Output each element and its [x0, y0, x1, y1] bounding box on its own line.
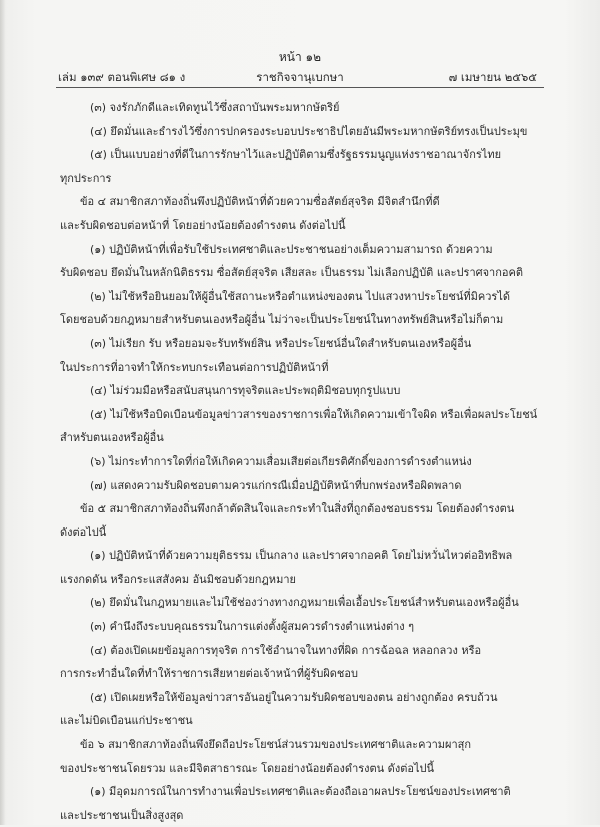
text-line: ในประการที่อาจทำให้กระทบกระเทือนต่อการปฏิบัติหน้าที่ [60, 360, 329, 374]
text-line: การกระทำอื่นใดที่ทำให้ราชการเสียหายต่อเจ้าหน้าที่ผู้รับผิดชอบ [60, 667, 358, 681]
text-line: ข้อ ๔ สมาชิกสภาท้องถิ่นพึงปฏิบัติหน้าที่ด้วยความซื่อสัตย์สุจริต มีจิตสำนึกที่ดี [80, 195, 440, 209]
text-line: (๓) คำนึงถึงระบบคุณธรรมในการแต่งตั้งผู้สมควรดำรงตำแหน่งต่าง ๆ [90, 620, 415, 634]
text-line: ข้อ ๖ สมาชิกสภาท้องถิ่นพึงยึดถือประโยชน์ส่วนรวมของประเทศชาติและความผาสุก [80, 738, 472, 752]
document-body [60, 96, 550, 827]
text-line: สำหรับตนเองหรือผู้อื่น [60, 431, 164, 445]
publication-date: ๗ เมษายน ๒๕๖๕ [448, 70, 537, 84]
text-line: (๓) จงรักภักดีและเทิดทูนไว้ซึ่งสถาบันพระมหากษัตริย์ [90, 101, 340, 114]
text-line: (๓) ไม่เรียก รับ หรือยอมจะรับทรัพย์สิน หรือประโยชน์อื่นใดสำหรับตนเองหรือผู้อื่น [90, 336, 472, 350]
text-line: (๑) ปฏิบัติหน้าที่เพื่อรับใช้ประเทศชาติและประชาชนอย่างเต็มความสามารถ ด้วยความ [90, 242, 493, 256]
text-line: (๔) ไม่ร่วมมือหรือสนับสนุนการทุจริตและประพฤติมิชอบทุกรูปแบบ [90, 384, 401, 398]
text-line: โดยชอบด้วยกฎหมายสำหรับตนเองหรือผู้อื่น ไม่ว่าจะเป็นประโยชน์ในทางทรัพย์สินหรือไม่ก็ตาม [60, 313, 504, 327]
text-line: (๑) ปฏิบัติหน้าที่ด้วยความยุติธรรม เป็นกลาง และปราศจากอคติ โดยไม่หวั่นไหวต่ออิทธิพล [90, 549, 513, 563]
text-line: รับผิดชอบ ยึดมั่นในหลักนิติธรรม ซื่อสัตย์สุจริต เสียสละ เป็นธรรม ไม่เลือกปฏิบัติ และปราศจากอคติ [60, 266, 523, 280]
text-line: (๒) ยึดมั่นในกฎหมายและไม่ใช้ช่องว่างทางกฎหมายเพื่อเอื้อประโยชน์สำหรับตนเองหรือผู้อื่น [90, 596, 519, 610]
text-line: (๑) มีอุดมการณ์ในการทำงานเพื่อประเทศชาติและต้องถือเอาผลประโยชน์ของประเทศชาติ [90, 785, 511, 799]
text-line: และประชาชนเป็นสิ่งสูงสุด [60, 808, 184, 822]
header-rule [56, 87, 544, 88]
text-line: ดังต่อไปนี้ [60, 525, 107, 539]
text-line: แรงกดดัน หรือกระแสสังคม อันมิชอบด้วยกฎหมาย [60, 572, 296, 586]
text-line: (๔) ต้องเปิดเผยข้อมูลการทุจริต การใช้อำนาจในทางที่ผิด การฉ้อฉล หลอกลวง หรือ [90, 643, 482, 657]
text-line: (๗) แสดงความรับผิดชอบตามควรแก่กรณีเมื่อปฏิบัติหน้าที่บกพร่องหรือผิดพลาด [90, 478, 462, 492]
text-line: ทุกประการ [60, 171, 112, 185]
gazette-header [0, 69, 600, 85]
text-line: (๕) ไม่ใช้หรือบิดเบือนข้อมูลข่าวสารของราชการเพื่อให้เกิดความเข้าใจผิด หรือเพื่อผลประโยชน์ [90, 407, 538, 421]
text-line: (๖) ไม่กระทำการใดที่ก่อให้เกิดความเสื่อมเสียต่อเกียรติศักดิ์ของการดำรงตำแหน่ง [90, 454, 472, 468]
text-line: ข้อ ๕ สมาชิกสภาท้องถิ่นพึงกล้าตัดสินใจและกระทำในสิ่งที่ถูกต้องชอบธรรม โดยต้องดำรงตน [80, 502, 515, 516]
text-line: (๔) ยึดมั่นและธำรงไว้ซึ่งการปกครองระบอบประชาธิปไตยอันมีพระมหากษัตริย์ทรงเป็นประมุข [90, 124, 528, 138]
text-line: (๕) เปิดเผยหรือให้ข้อมูลข่าวสารอันอยู่ในความรับผิดชอบของตน อย่างถูกต้อง ครบถ้วน [90, 690, 498, 704]
volume-info: เล่ม ๑๓๙ ตอนพิเศษ ๘๑ ง [58, 70, 186, 84]
text-line: และรับผิดชอบต่อหน้าที่ โดยอย่างน้อยต้องดำรงตน ดังต่อไปนี้ [60, 218, 346, 232]
page-number: หน้า ๑๒ [278, 50, 322, 64]
page-shadow-edge [0, 0, 6, 825]
text-line: ของประชาชนโดยรวม และมีจิตสาธารณะ โดยอย่างน้อยต้องดำรงตน ดังต่อไปนี้ [60, 761, 434, 775]
gazette-title: ราชกิจจานุเบกษา [256, 70, 344, 84]
text-line: (๒) ไม่ใช้หรือยินยอมให้ผู้อื่นใช้สถานะหรือตำแหน่งของตน ไปแสวงหาประโยชน์ที่มิควรได้ [90, 289, 511, 303]
text-line: และไม่บิดเบือนแก่ประชาชน [60, 714, 193, 728]
text-line: (๕) เป็นแบบอย่างที่ดีในการรักษาไว้และปฏิบัติตามซึ่งรัฐธรรมนูญแห่งราชอาณาจักรไทย [90, 148, 502, 162]
